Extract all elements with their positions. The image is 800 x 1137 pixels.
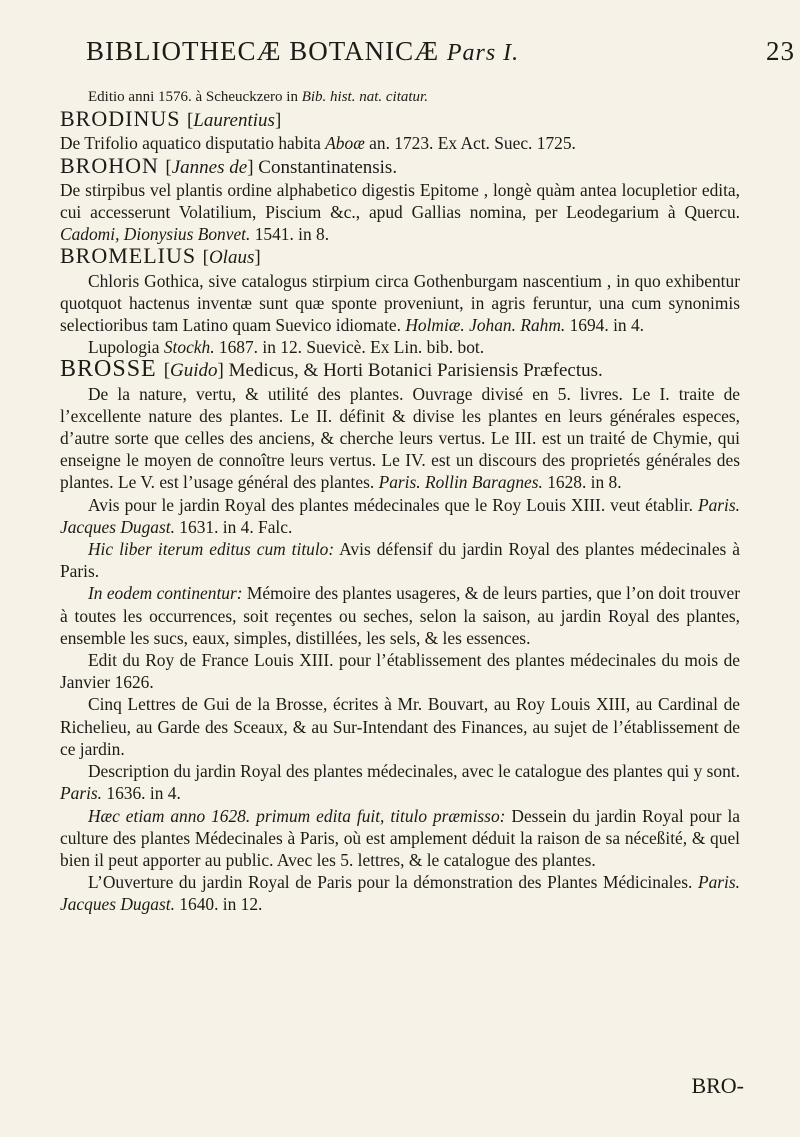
- entry-heading-brohon: BROHON [Jannes de] Constantinatensis.: [60, 152, 398, 178]
- edition-note: Editio anni 1576. à Scheuckzero in Bib. hist. nat. citatur.: [88, 89, 428, 105]
- entry-text-brohon: De stirpibus vel plantis ordine alphabetico digestis Epitome , longè quàm antea locupletior edita, cui accesserunt Volatilium, Piscium &c., apud Gallias nomina, per Leodegarium à Quercu. Cadomi, Dionysius Bonvet. 1541. in 8.: [60, 179, 740, 245]
- entry-heading-brosse: BROSSE [Guido] Medicus, & Horti Botanici Parisiensis Præfectus.: [60, 356, 603, 383]
- brosse-work-7: Description du jardin Royal des plantes médecinales, avec le catalogue des plantes qui y sont. Paris. 1636. in 4.: [60, 761, 740, 804]
- brosse-work-1: De la nature, vertu, & utilité des plantes. Ouvrage divisé en 5. livres. Le I. traite de l’excellente nature des plantes. Le II. définit & divise les plantes en leurs générales especes, d’autre sorte que celles des anciens, & cherche leurs vertus. Le III. est un traité de Chymie, qui enseigne le moyen de connoître leurs vertus. Le IV. est un discours des proprietés générales des plantes. Le V. est l’usage général des plantes. Paris. Rollin Baragnes. 1628. in 8.: [60, 383, 740, 493]
- brosse-work-6: Cinq Lettres de Gui de la Brosse, écrites à Mr. Bouvart, au Roy Louis XIII, au Cardinal de Richelieu, au Garde des Sceaux, & au Sur-Intendant des Finances, au sujet de l’établissement de ce jardin.: [60, 694, 740, 759]
- page-number: 23: [766, 36, 795, 66]
- header-pars: Pars I.: [446, 40, 520, 66]
- brosse-work-9: L’Ouverture du jardin Royal de Paris pour la démonstration des Plantes Médicinales. Paris. Jacques Dugast. 1640. in 12.: [60, 872, 740, 915]
- running-header: [86, 36, 795, 67]
- entry-text-bromelius-lupologia: Lupologia Stockh. 1687. in 12. Suevicè. Ex Lin. bib. bot.: [88, 337, 485, 358]
- brosse-work-2: Avis pour le jardin Royal des plantes médecinales que le Roy Louis XIII. veut établir. Paris. Jacques Dugast. 1631. in 4. Falc.: [60, 494, 740, 537]
- brosse-work-4: In eodem continentur: Mémoire des plantes usageres, & de leurs parties, que l’on doit trouver à toutes les occurrences, soit reçentes ou seches, selon la saison, au jardin Royal des plantes, ensemble les sucs, eaux, simples, distillées, les sels, & les essences.: [60, 583, 740, 648]
- entry-heading-bromelius: BROMELIUS [Olaus]: [60, 243, 261, 269]
- entry-text-bromelius: Chloris Gothica, sive catalogus stirpium circa Gothenburgam nascentium , in quo exhibentur quotquot hactenus inventæ sunt quæ sponte proveniunt, in agris feruntur, una cum synonimis selectioribus tam Latino quam Suevico idiomate. Holmiæ. Johan. Rahm. 1694. in 4.: [60, 270, 740, 336]
- header-title: BIBLIOTHECÆ BOTANICÆ: [86, 36, 440, 66]
- entry-heading-brodinus: BRODINUS [Laurentius]: [60, 106, 282, 132]
- page-body: [60, 86, 740, 916]
- brosse-work-8: Hæc etiam anno 1628. primum edita fuit, titulo præmisso: Dessein du jardin Royal pour la culture des plantes Médecinales à Paris, où est amplement déduit la raison de sa néceßité, & quel bien il peut apporter au public. Avec les 5. lettres, & le catalogue des plantes.: [60, 805, 740, 870]
- entry-text-brodinus: De Trifolio aquatico disputatio habita Aboæ an. 1723. Ex Act. Suec. 1725.: [60, 133, 576, 154]
- brosse-work-3: Hic liber iterum editus cum titulo: Avis défensif du jardin Royal des plantes médecinales à Paris.: [60, 539, 740, 582]
- brosse-work-5: Edit du Roy de France Louis XIII. pour l’établissement des plantes médecinales du mois de Janvier 1626.: [60, 650, 740, 693]
- catchword: BRO-: [691, 1073, 744, 1098]
